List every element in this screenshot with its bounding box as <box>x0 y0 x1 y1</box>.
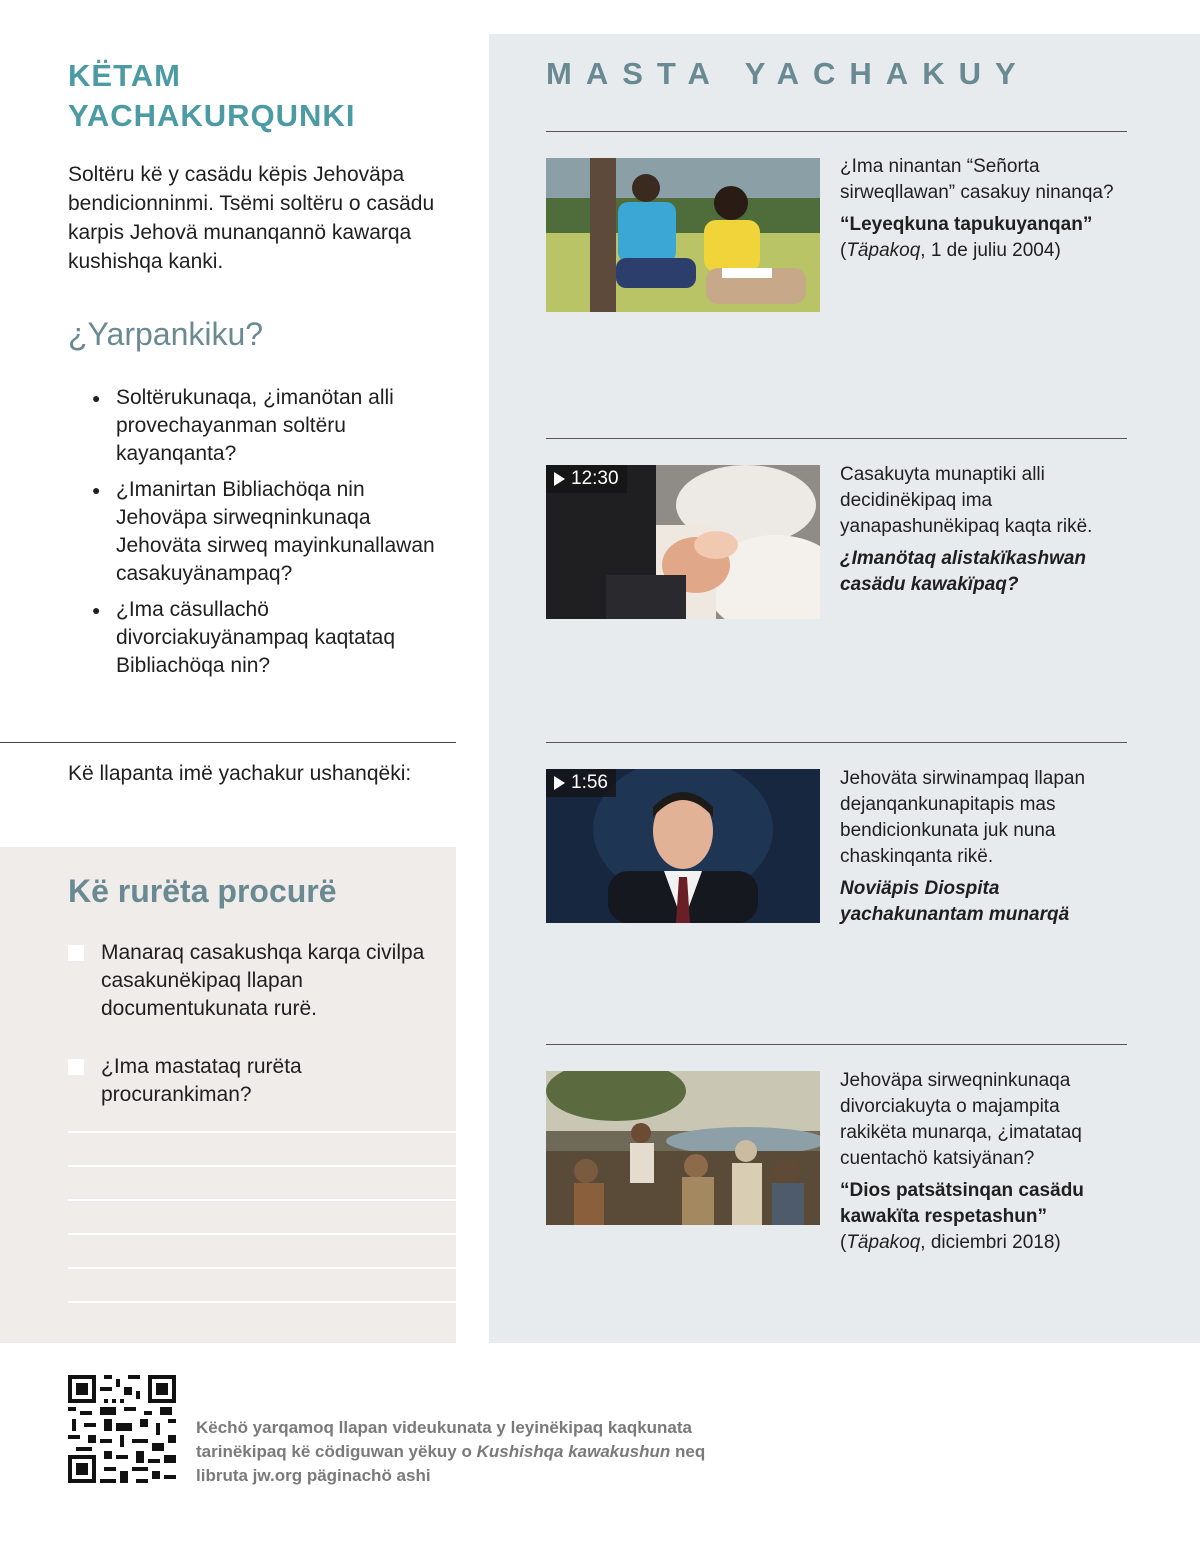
write-line[interactable] <box>68 1165 456 1167</box>
video-duration-badge <box>546 465 627 493</box>
card-description <box>840 154 1130 264</box>
holding-hands-video-thumbnail[interactable] <box>546 465 820 619</box>
video-duration: 1:56 <box>571 772 608 793</box>
qr-code-icon[interactable] <box>68 1375 176 1483</box>
footer-note <box>196 1416 756 1488</box>
question-item: ● ¿Ima cäsullachö divorciakuyänampaq kaqtataq Bibliachöqa nin? <box>92 596 452 680</box>
book-title: Kushishqa kawakushun <box>476 1442 671 1461</box>
section-title-line1: KËTAM <box>68 58 181 93</box>
section-title-line2: YACHAKURQUNKI <box>68 98 356 133</box>
write-line[interactable] <box>68 1267 456 1269</box>
question-item: ● Soltërukunaqa, ¿imanötan alli provechayanman soltëru kayanqanta? <box>92 384 452 468</box>
todo-item <box>68 1053 428 1109</box>
man-portrait-video-thumbnail[interactable] <box>546 769 820 923</box>
card-divider <box>546 742 1127 743</box>
question-item: ● ¿Imanirtan Bibliachöqa nin Jehoväpa sirweqninkunaqa Jehoväta sirweq mayinkunallawan casakuyänampaq? <box>92 476 452 588</box>
notes-prompt: Kë llapanta imë yachakur ushanqëki: <box>68 762 412 785</box>
card-divider <box>546 1044 1127 1045</box>
card-divider <box>546 131 1127 132</box>
couple-under-tree-image[interactable] <box>546 158 820 312</box>
more-learning-panel <box>489 34 1200 1343</box>
play-icon <box>554 472 565 486</box>
write-line[interactable] <box>68 1301 456 1303</box>
card-divider <box>546 438 1127 439</box>
article-source: (Täpakoq, 1 de juliu 2004) <box>840 240 1061 261</box>
write-line[interactable] <box>68 1233 456 1235</box>
todo-heading: Kë rurëta procurë <box>68 873 337 909</box>
todo-box <box>0 847 456 1343</box>
footer-line: libruta jw.org päginachö ashi <box>196 1466 431 1485</box>
video-link[interactable]: Noviäpis Diospita yachakunantam munarqä <box>840 878 1070 925</box>
article-link[interactable]: “Leyeqkuna tapukuyanqan” <box>840 214 1093 235</box>
video-duration-badge <box>546 769 616 797</box>
article-source: (Täpakoq, diciembri 2018) <box>840 1232 1061 1253</box>
card-text: Casakuyta munaptiki alli decidinëkipaq ima yanapashunëkipaq kaqta rikë. <box>840 464 1093 537</box>
left-column <box>0 0 456 1343</box>
card-description <box>840 766 1130 928</box>
todo-item <box>68 939 428 1023</box>
publication-date: , diciembri 2018) <box>920 1232 1061 1253</box>
jesus-teaching-crowd-image[interactable] <box>546 1071 820 1225</box>
todo-item-text: Manaraq casakushqa karqa civilpa casakunëkipaq llapan documentukunata rurë. <box>101 941 425 1020</box>
footer-line: neq <box>670 1442 706 1461</box>
section-title <box>68 56 448 136</box>
card-description <box>840 462 1130 598</box>
todo-item-text: ¿Ima mastataq rurëta procurankiman? <box>101 1055 302 1106</box>
publication-name: Täpakoq <box>846 1232 921 1253</box>
publication-date: , 1 de juliu 2004) <box>920 240 1061 261</box>
footer-line: tarinëkipaq kë cödiguwan yëkuy o <box>196 1442 477 1461</box>
card-text: Jehoväta sirwinampaq llapan dejanqankunapitapis mas bendicionkunata juk nuna chaskinqanta rikë. <box>840 768 1086 867</box>
card-text: ¿Ima ninantan “Señorta sirweqllawan” casakuy ninanqa? <box>840 156 1114 203</box>
play-icon <box>554 776 565 790</box>
card-text: Jehoväpa sirweqninkunaqa divorciakuyta o majampita rakikëta munarqa, ¿imatataq cuentachö katsiyänan? <box>840 1070 1082 1169</box>
questions-list <box>92 384 452 688</box>
write-line[interactable] <box>68 1131 456 1133</box>
article-link[interactable]: “Dios patsätsinqan casädu kawakïta respetashun” <box>840 1180 1084 1227</box>
divider <box>0 742 456 743</box>
video-duration: 12:30 <box>571 468 619 489</box>
questions-heading: ¿Yarpankiku? <box>68 316 264 352</box>
write-line[interactable] <box>68 1199 456 1201</box>
checkbox[interactable] <box>68 1059 84 1075</box>
card-description <box>840 1068 1130 1256</box>
checkbox[interactable] <box>68 945 84 961</box>
intro-paragraph: Soltëru kë y casädu këpis Jehoväpa bendicionninmi. Tsëmi soltëru o casädu karpis Jehovä munanqannö kawarqa kushishqa kanki. <box>68 163 435 273</box>
footer-line: Këchö yarqamoq llapan videukunata y leyinëkipaq kaqkunata <box>196 1418 692 1437</box>
publication-name: Täpakoq <box>846 240 921 261</box>
panel-title: MASTA YACHAKUY <box>546 56 1030 91</box>
video-link[interactable]: ¿Imanötaq alistakïkashwan casädu kawakïpaq? <box>840 548 1087 595</box>
